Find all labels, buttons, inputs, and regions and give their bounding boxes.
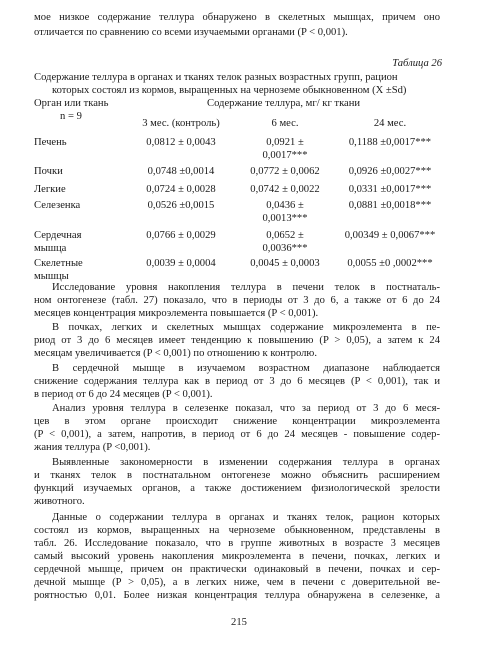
- text-line: функций изучаемых органов, а также достижением физиологической зрелости: [34, 483, 440, 494]
- text-line: сердечной мышце, причем он практически одинаковый в печени, почках и сер-: [34, 564, 440, 575]
- text-line: в период от 6 до 24 месяцев (P < 0,001).: [34, 389, 213, 400]
- row-organ: Скелетные: [34, 258, 83, 269]
- row-value-24mo: 0,0881 ±0,0018***: [348, 200, 432, 211]
- text-line: риод от 3 до 6 месяцев имеет тенденцию к повышению (P > 0,05), а затем к 24: [34, 335, 440, 346]
- header-content: Содержание теллура, мг/ кг ткани: [207, 98, 361, 109]
- row-value-6mo-cont: 0,0013***: [262, 213, 308, 224]
- text-line: отличается по сравнению со всеми изучаемыми органами (P < 0,001).: [34, 27, 348, 38]
- text-line: снижение содержания теллура как в период от 3 до 6 месяцев (P < 0,001), так и: [34, 376, 440, 387]
- table-number: Таблица 26: [392, 58, 442, 69]
- text-line: Данные о содержании теллура в органах и тканях телок, рацион которых: [52, 512, 440, 523]
- page-number: 215: [231, 617, 247, 628]
- row-value-6mo: 0,0436 ±: [266, 200, 304, 211]
- header-col-6mo: 6 мес.: [271, 118, 299, 129]
- table-title-line: которых состоял из кормов, выращенных на черноземе обыкновенном (X ±Sd): [52, 85, 407, 96]
- row-organ: Почки: [34, 166, 63, 177]
- row-value-6mo-cont: 0,0036***: [262, 243, 308, 254]
- row-value-6mo: 0,0045 ± 0,0003: [250, 258, 320, 269]
- row-value-6mo: 0,0772 ± 0,0062: [250, 166, 320, 177]
- table-title-line: Содержание теллура в органах и тканях телок разных возрастных групп, рацион: [34, 72, 398, 83]
- text-line: жания теллура (P <0,001).: [34, 442, 151, 453]
- text-line: и тканях телок в постнатальном онтогенезе можно объяснить расширением: [34, 470, 440, 481]
- row-value-3mo: 0,0526 ±0,0015: [147, 200, 215, 211]
- row-value-6mo: 0,0921 ±: [266, 137, 304, 148]
- row-organ-cont: мышцы: [34, 271, 69, 282]
- text-line: Выявленные закономерности в изменении содержания теллура в органах: [52, 457, 440, 468]
- row-value-3mo: 0,0812 ± 0,0043: [146, 137, 216, 148]
- text-line: табл. 26. Исследование показало, что в группе животных в возрасте 3 месяцев: [34, 538, 440, 549]
- text-line: животного.: [34, 496, 85, 507]
- row-organ: Селезенка: [34, 200, 81, 211]
- text-line: месяцев концентрация микроэлемента повышается (P < 0,001).: [34, 308, 319, 319]
- row-value-3mo: 0,0766 ± 0,0029: [146, 230, 216, 241]
- text-line: В сердечной мышце в изучаемом возрастном диапазоне наблюдается: [52, 363, 440, 374]
- text-line: самый высокий уровень накопления микроэлемента в печени, почках, легких и: [34, 551, 440, 562]
- row-value-6mo-cont: 0,0017***: [262, 150, 308, 161]
- row-value-24mo: 0,00349 ± 0,0067***: [344, 230, 436, 241]
- text-line: цев в этом органе происходит снижение концентрации микроэлемента: [34, 416, 440, 427]
- row-value-3mo: 0,0748 ±0,0014: [147, 166, 215, 177]
- text-line: роятностью 0,01. Более низкая концентрация теллура обнаружена в селезенке, а: [34, 590, 440, 601]
- text-line: Исследование уровня накопления теллура в печени телок в постнаталь-: [52, 282, 440, 293]
- text-line: ном онтогенезе (табл. 27) показало, что в периоды от 3 до 6, а также от 6 до 24: [34, 295, 440, 306]
- text-line: мое низкое содержание теллура обнаружено в скелетных мышцах, причем оно: [34, 12, 440, 23]
- header-col-24mo: 24 мес.: [373, 118, 407, 129]
- row-value-24mo: 0,0055 ±0 ,0002***: [347, 258, 433, 269]
- row-value-6mo: 0,0652 ±: [266, 230, 304, 241]
- row-organ: Сердечная: [34, 230, 82, 241]
- text-line: дечной мышце (P > 0,05), а в легких ниже, чем в печени с доверительной ве-: [34, 577, 440, 588]
- header-n: n = 9: [60, 111, 82, 122]
- text-line: состоял из кормов, выращенных на черноземе обыкновенном, представлены в: [34, 525, 440, 536]
- text-line: Анализ уровня теллура в селезенке показал, что за период от 3 до 6 меся-: [52, 403, 440, 414]
- row-value-24mo: 0,0331 ±0,0017***: [348, 184, 432, 195]
- row-organ: Печень: [34, 137, 67, 148]
- row-value-3mo: 0,0039 ± 0,0004: [146, 258, 216, 269]
- text-line: В почках, легких и скелетных мышцах содержание микроэлемента в пе-: [52, 322, 440, 333]
- row-value-24mo: 0,0926 ±0,0027***: [348, 166, 432, 177]
- row-organ: Легкие: [34, 184, 66, 195]
- text-line: месяцам увеличивается (P < 0,001) по отношению к контролю.: [34, 348, 317, 359]
- header-organ: Орган или ткань: [34, 98, 109, 109]
- header-col-3mo: 3 мес. (контроль): [142, 118, 220, 129]
- row-value-3mo: 0,0724 ± 0,0028: [146, 184, 216, 195]
- row-value-24mo: 0,1188 ±0,0017***: [348, 137, 432, 148]
- text-line: (P < 0,001), а затем, напротив, в период от 6 до 24 месяцев - повышение содер-: [34, 429, 440, 440]
- row-organ-cont: мышца: [34, 243, 67, 254]
- row-value-6mo: 0,0742 ± 0,0022: [250, 184, 320, 195]
